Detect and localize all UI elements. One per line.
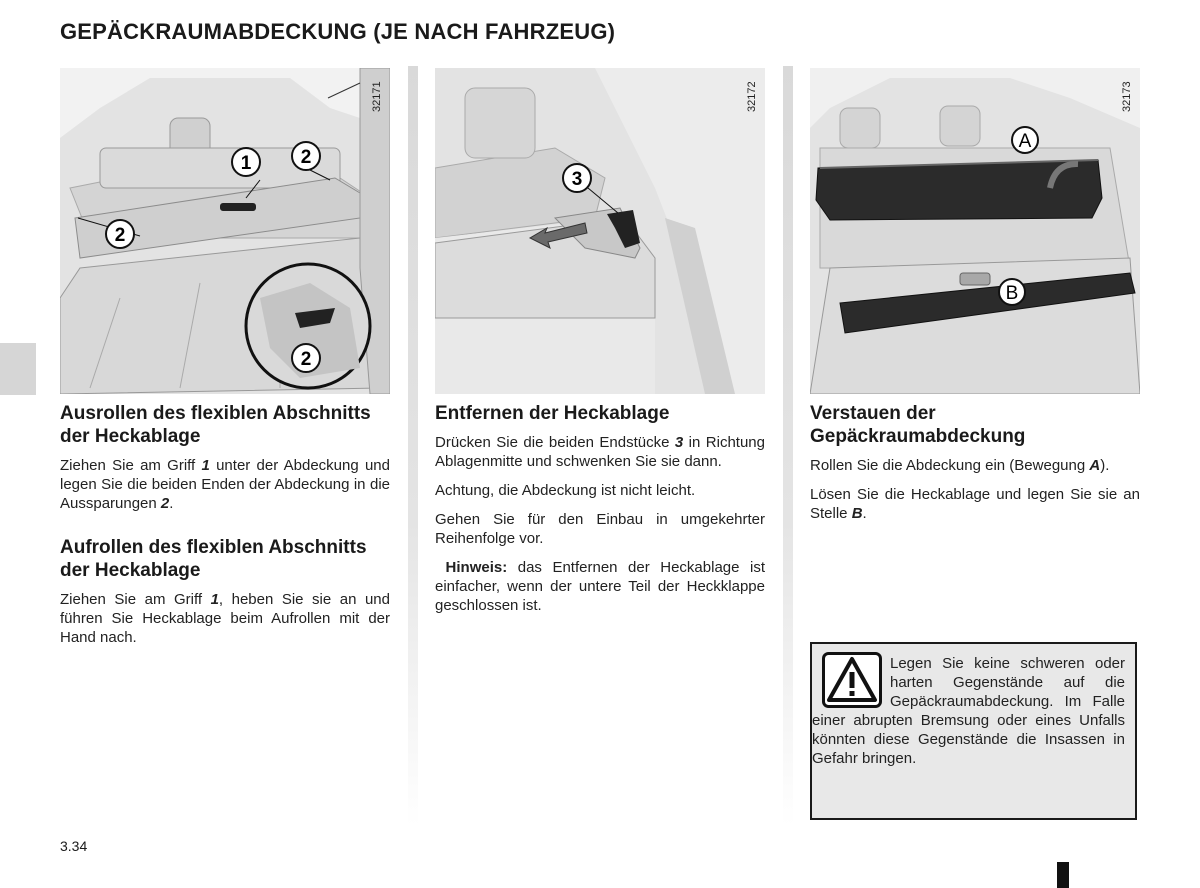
- figure-number-1: 32171: [371, 81, 383, 112]
- paragraph-roll-in: Rollen Sie die Abdeckung ein (Bewegung A).: [810, 457, 1110, 474]
- section-heading-rollup: Aufrollen des flexiblen Abschnitts der Heckablage: [60, 537, 367, 581]
- paragraph-release: Lösen Sie die Heckablage und legen Sie sie an Stelle B.: [810, 486, 1140, 522]
- paragraph-install: Gehen Sie für den Einbau in umgekehrter Reihenfolge vor.: [435, 511, 765, 547]
- paragraph-rollup: Ziehen Sie am Griff 1, heben Sie sie an und führen Sie Heckablage beim Aufrollen mit der Hand nach.: [60, 591, 390, 646]
- column-divider-left: [408, 66, 418, 826]
- callout-2-left: 2: [114, 225, 126, 246]
- warning-box: [810, 642, 1137, 820]
- column-middle: [435, 402, 765, 615]
- figure-shelf-removal: [435, 68, 765, 394]
- callout-3: 3: [571, 169, 583, 190]
- edge-marker: [1057, 862, 1069, 888]
- warning-text: Legen Sie keine schweren oder harten Gegenstände auf die Gepäckraumabdeckung. Im Falle einer abrupten Bremsung oder eines Unfalls könnten diese Gegenstände die Insassen in Gefahr bringen.: [812, 655, 1125, 767]
- paragraph-note: Hinweis: das Entfernen der Heckablage ist einfacher, wenn der untere Teil der Heckklappe geschlossen ist.: [435, 559, 765, 614]
- section-heading-remove: Entfernen der Heckablage: [435, 403, 670, 424]
- callout-2-inset: 2: [300, 349, 312, 370]
- page-title: GEPÄCKRAUMABDECKUNG (JE NACH FAHRZEUG): [60, 19, 616, 44]
- section-heading-unroll: Ausrollen des flexiblen Abschnitts der Heckablage: [60, 403, 371, 447]
- section-heading-stow: Verstauen der Gepäckraumabdeckung: [810, 403, 1026, 447]
- paragraph-remove: Drücken Sie die beiden Endstücke 3 in Richtung Ablagenmitte und schwenken Sie sie dann.: [435, 434, 765, 470]
- callout-a: A: [1018, 131, 1032, 152]
- paragraph-caution: Achtung, die Abdeckung ist nicht leicht.: [435, 482, 696, 499]
- page-number: 3.34: [60, 838, 88, 854]
- figure-number-3: 32173: [1121, 81, 1133, 112]
- callout-1: 1: [240, 153, 252, 174]
- warning-triangle-icon: [822, 652, 882, 708]
- figure-cover-storage: [810, 68, 1140, 394]
- figure-trunk-cover-unrolled: [60, 68, 390, 394]
- figure-number-2: 32172: [746, 81, 758, 112]
- callout-2-top: 2: [300, 147, 312, 168]
- paragraph-unroll: Ziehen Sie am Griff 1 unter der Abdeckung und legen Sie die beiden Enden der Abdeckung in die Aussparungen 2.: [60, 457, 390, 512]
- column-left: [60, 402, 390, 647]
- chapter-tab: [0, 343, 36, 395]
- column-divider-right: [783, 66, 793, 826]
- callout-b: B: [1005, 283, 1019, 304]
- column-right: [810, 402, 1140, 523]
